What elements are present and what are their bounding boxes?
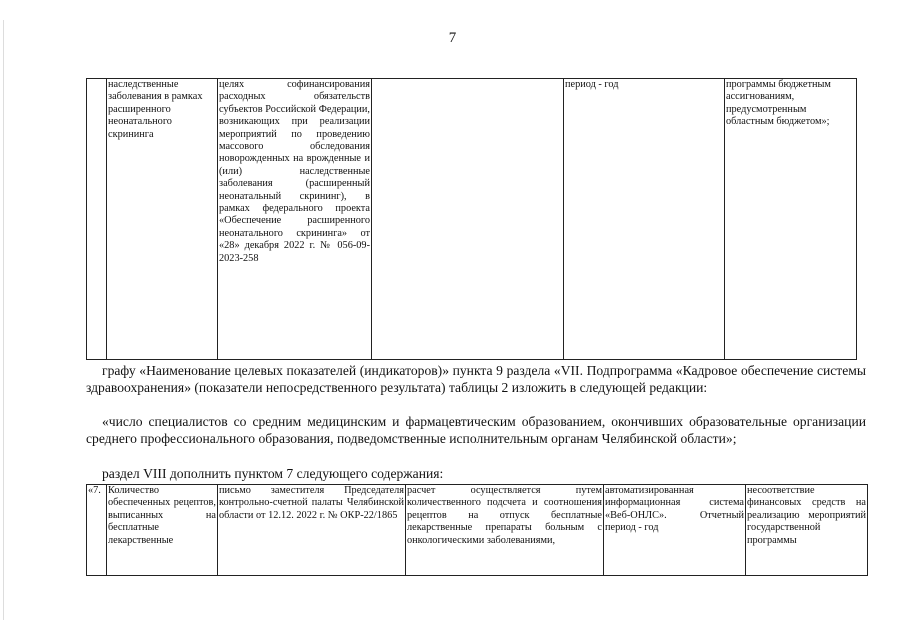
page-number: 7	[448, 30, 457, 46]
table-cell-source: целях софинансирования расходных обязательств субъектов Российской Федерации, возникающих при реализации мероприятий по проведению массового обследования новорожденных на врожденные и (или) наследственные заболевания (расширенный неонатальный скрининг), в рамках федерального проекта «Обеспечение расширенного неонатального скрининга» от «28» декабря 2022 г. № 056-09-2023-258	[218, 79, 372, 360]
table-cell-note: программы бюджетным ассигнованиям, предусмотренным областным бюджетом»;	[725, 79, 857, 360]
table-row	[87, 485, 868, 576]
continued-table	[86, 78, 857, 360]
table-cell-indicator: наследственные заболевания в рамках расширенного неонатального скрининга	[107, 79, 218, 360]
table-cell-source: письмо заместителя Председателя контрольно-счетной палаты Челябинской области от 12.12. 2022 г. № ОКР-22/1865	[218, 485, 406, 576]
table-row	[87, 79, 857, 360]
scan-edge-line	[3, 20, 4, 620]
table-cell-method: расчет осуществляется путем количественного подсчета и соотношения рецептов на отпуск бесплатные лекарственные препараты больным с онкологическими заболеваниями,	[406, 485, 604, 576]
table-cell-indicator: Количество обеспеченных рецептов, выписанных на бесплатные лекарственные	[107, 485, 218, 576]
table-cell-number	[87, 79, 107, 360]
instruction-paragraph: графу «Наименование целевых показателей (индикаторов)» пункта 9 раздела «VII. Подпрограмма «Кадровое обеспечение системы здравоохранения» (показатели непосредственного результата) таблицы 2 изложить в следующей редакции:	[86, 363, 866, 395]
section-paragraph: раздел VIII дополнить пунктом 7 следующего содержания:	[102, 466, 444, 481]
new-item-table	[86, 484, 868, 576]
table-cell-method	[372, 79, 564, 360]
table-cell-number: «7.	[87, 485, 107, 576]
table-cell-note: несоответствие финансовых средств на реализацию мероприятий государственной программы	[746, 485, 868, 576]
table-cell-period: автоматизированная информационная система «Веб-ОНЛС». Отчетный период - год	[604, 485, 746, 576]
quoted-paragraph: «число специалистов со средним медицинским и фармацевтическим образованием, окончивших образовательные организации среднего профессионального образования, подведомственные исполнительным органам Челябинской области»;	[86, 414, 866, 446]
table-cell-period: период - год	[564, 79, 725, 360]
